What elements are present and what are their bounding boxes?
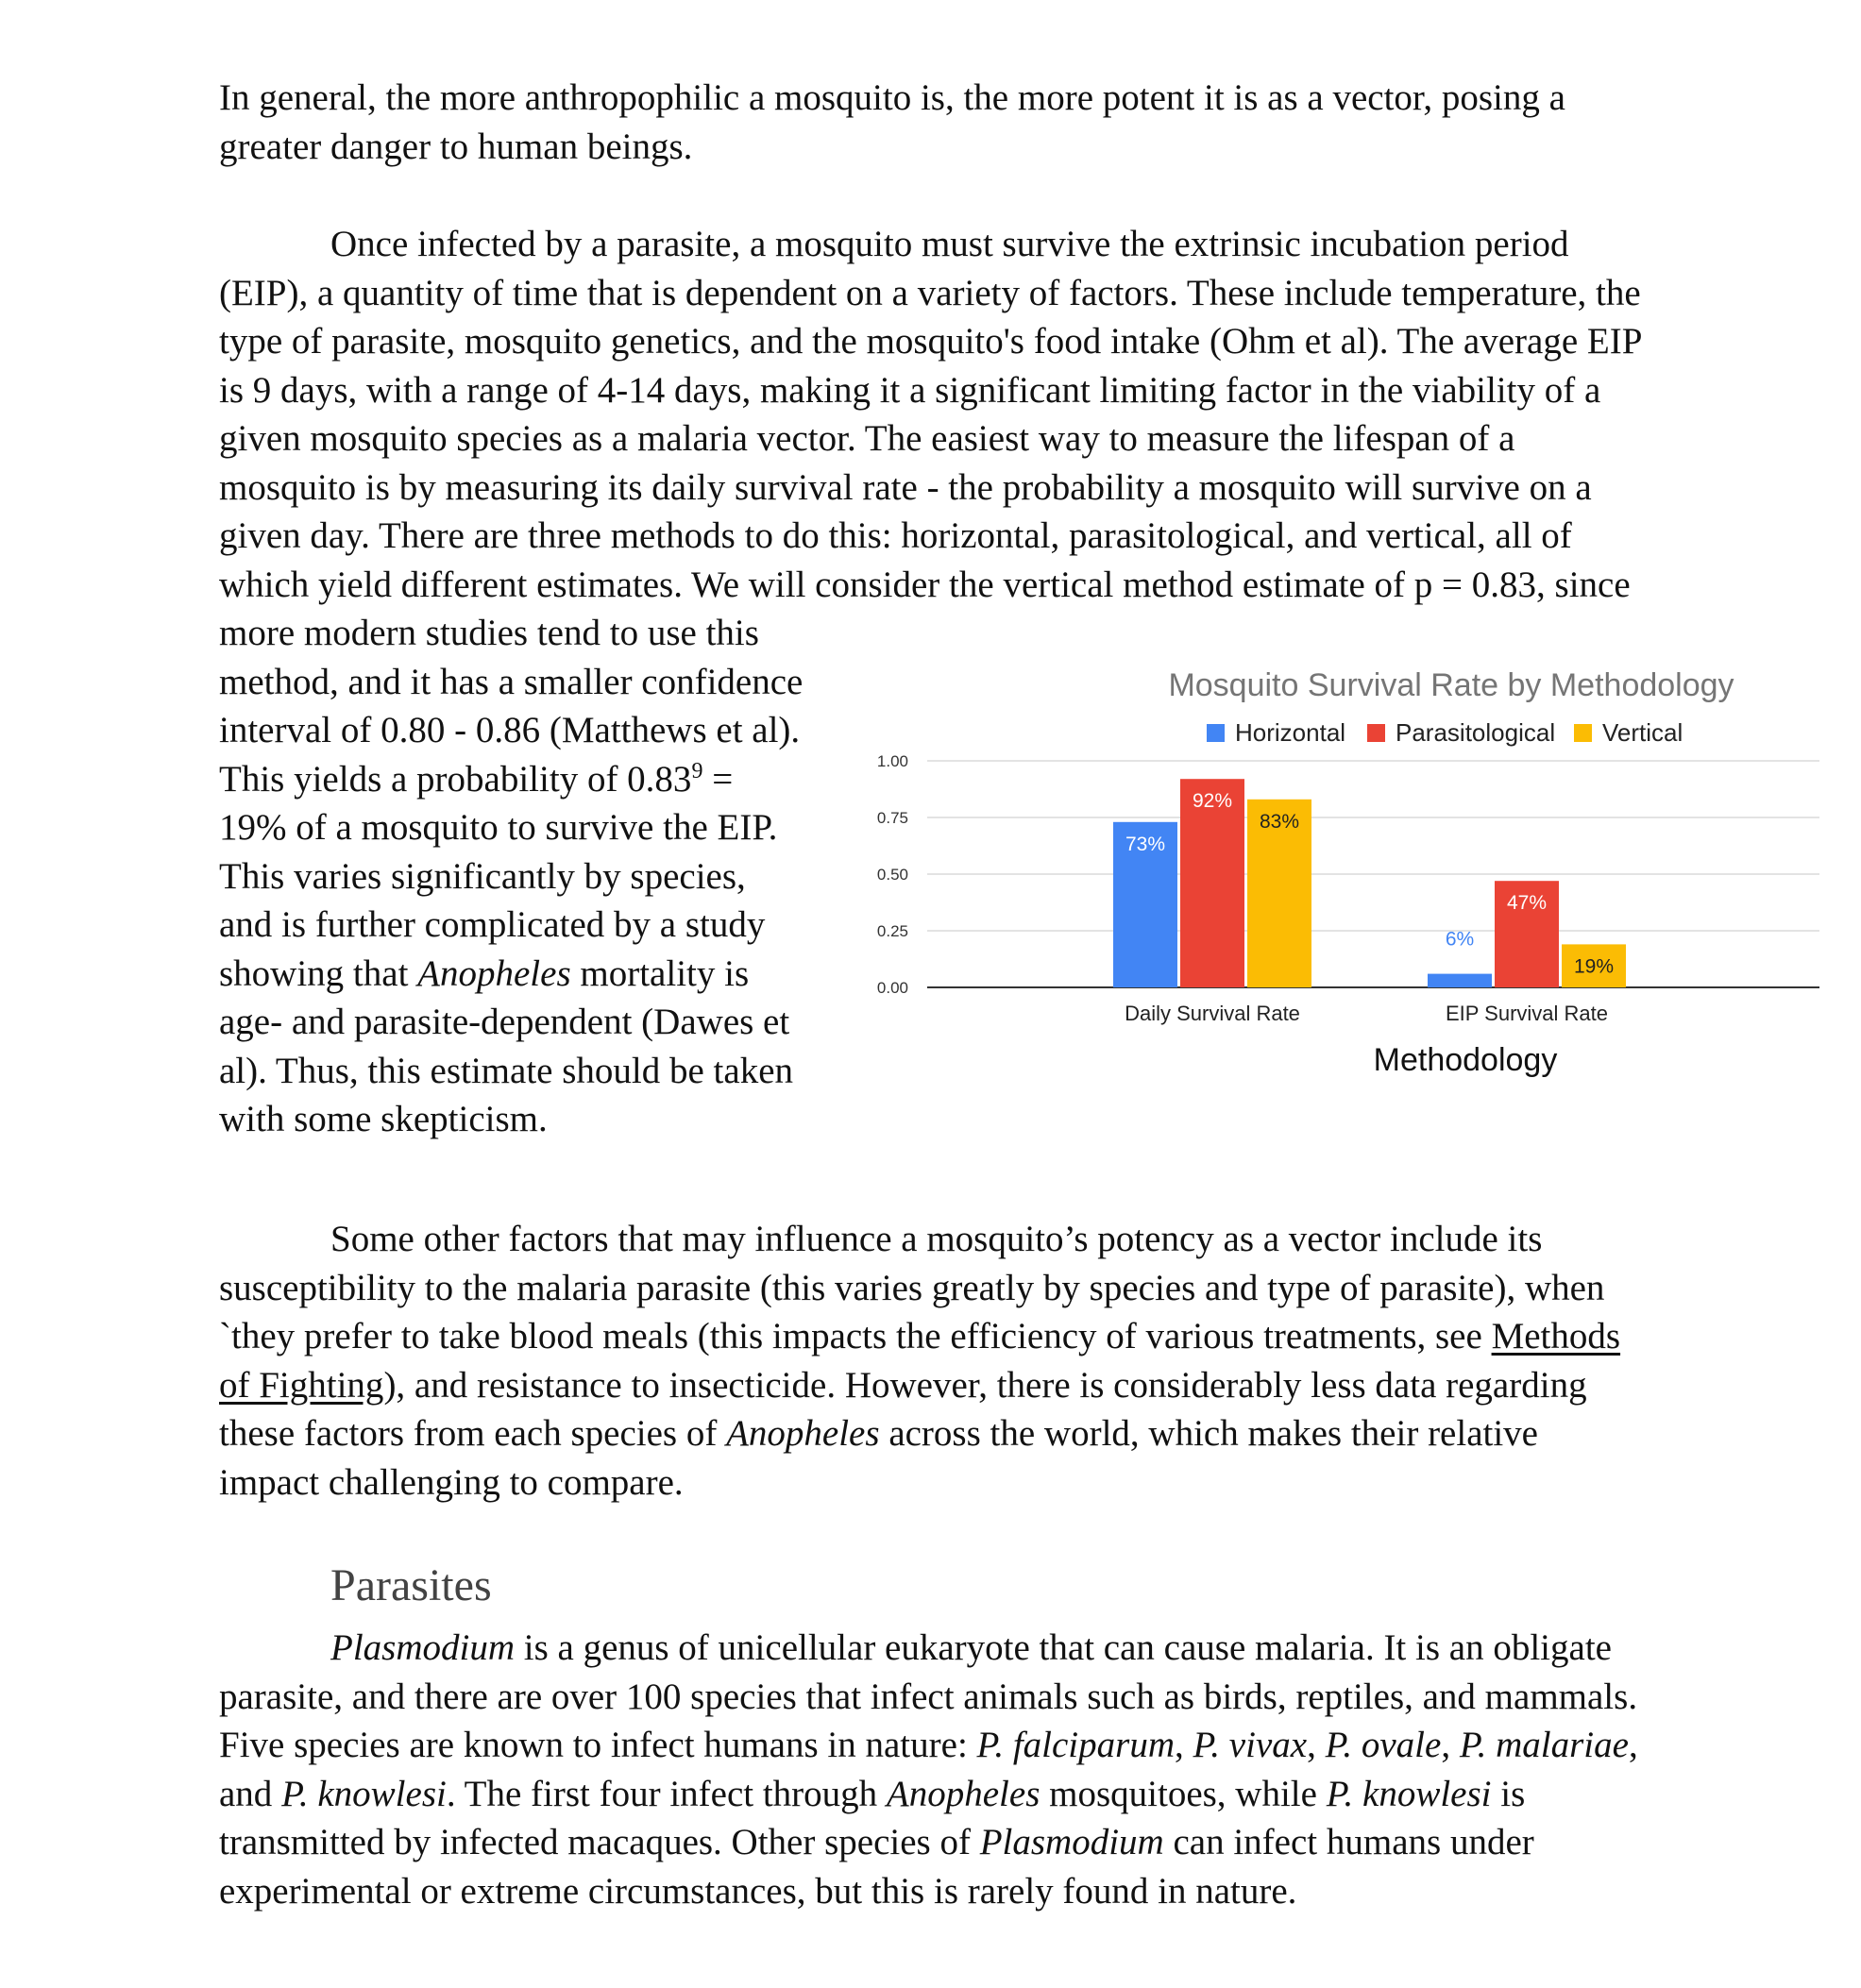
legend-swatch-parasitological xyxy=(1367,724,1385,742)
text-chart-section xyxy=(219,609,1734,1166)
paragraph-survival-estimate: more modern studies tend to use this method, and it has a smaller confidence interval of 0.80 - 0.86 (Matthews et al). This yields a probability of $0.83^9 = 19\%$ of a mosquito to survive the EIP. This varies significantly by species, and is further complicated by a study showing that Anopheles mortality is age- and parasite-dependent (Dawes et al). Thus, this estimate should be taken with some skepticism. xyxy=(219,613,804,1139)
italic-anopheles: Anopheles xyxy=(726,1413,880,1454)
data-label: 6% xyxy=(1445,928,1475,951)
legend-label-parasitological: Parasitological xyxy=(1396,718,1556,747)
bar-horizontal-1 xyxy=(1428,974,1492,987)
chart-bars xyxy=(1113,779,1626,987)
y-tick-label: 0.25 xyxy=(876,922,908,940)
chart-legend xyxy=(1207,718,1683,747)
chart-svg xyxy=(804,641,1824,1132)
survival-rate-chart xyxy=(804,641,1824,1132)
italic-anopheles: Anopheles xyxy=(417,952,571,994)
chart-x-axis-label: Methodology xyxy=(1373,1042,1558,1078)
paragraph-anthropophilic: In general, the more anthropophilic a mosquito is, the more potent it is as a vector, posing a greater danger to human beings. xyxy=(219,77,1565,167)
x-tick-label: EIP Survival Rate xyxy=(1445,1002,1609,1025)
methods-of-fighting-link[interactable]: Methods of Fighting xyxy=(219,1316,1621,1406)
chart-x-ticks xyxy=(1125,1002,1608,1025)
data-label: 83% xyxy=(1259,810,1300,833)
document-page xyxy=(219,74,1734,1915)
y-tick-label: 0.00 xyxy=(876,979,908,997)
data-label: 92% xyxy=(1192,790,1233,813)
chart-grid xyxy=(877,752,1819,997)
chart-title: Mosquito Survival Rate by Methodology xyxy=(1168,667,1734,703)
legend-swatch-horizontal xyxy=(1207,724,1225,742)
data-label: 47% xyxy=(1506,892,1548,915)
x-tick-label: Daily Survival Rate xyxy=(1125,1002,1300,1025)
paragraph-other-factors: Some other factors that may influence a mosquito’s potency as a vector include its susceptibility to the malaria parasite (this varies greatly by species and type of parasite), when `they prefer to take blood meals (this impacts the efficiency of various treatments, see Methods of Fighting), and resistance to insecticide. However, there is considerably less data regarding these factors from each species of Anopheles across the world, which makes their relative impact challenging to compare. xyxy=(219,1219,1621,1503)
data-label: 73% xyxy=(1125,833,1166,855)
section-heading-parasites: Parasites xyxy=(330,1560,492,1610)
legend-label-vertical: Vertical xyxy=(1602,718,1683,747)
y-tick-label: 0.75 xyxy=(876,809,908,827)
y-tick-label: 0.50 xyxy=(876,866,908,884)
paragraph-plasmodium: Plasmodium is a genus of unicellular eukaryote that can cause malaria. It is an obligate parasite, and there are over 100 species that infect animals such as birds, reptiles, and mammals. Five species are known to infect humans in nature: P. falciparum, P. vivax, P. ovale, P. malariae, and P. knowlesi. The first four infect through Anopheles mosquitoes, while P. knowlesi is transmitted by infected macaques. Other species of Plasmodium can infect humans under experimental or extreme circumstances, but this is rarely found in nature. xyxy=(219,1627,1638,1912)
exponent: 9 xyxy=(691,758,703,783)
data-label: 19% xyxy=(1573,955,1615,978)
paragraph-eip: Once infected by a parasite, a mosquito must survive the extrinsic incubation period (EIP), a quantity of time that is dependent on a variety of factors. These include temperature, the type of parasite, mosquito genetics, and the mosquito's food intake (Ohm et al). The average EIP is 9 days, with a range of 4-14 days, making it a significant limiting factor in the viability of a given mosquito species as a malaria vector. The easiest way to measure the lifespan of a mosquito is by measuring its daily survival rate - the probability a mosquito will survive on a given day. There are three methods to do this: horizontal, parasitological, and vertical, all of which yield different estimates. We will consider the vertical method estimate of p = 0.83, since xyxy=(219,224,1641,605)
legend-label-horizontal: Horizontal xyxy=(1235,718,1346,747)
legend-swatch-vertical xyxy=(1574,724,1592,742)
y-tick-label: 1.00 xyxy=(876,752,908,770)
